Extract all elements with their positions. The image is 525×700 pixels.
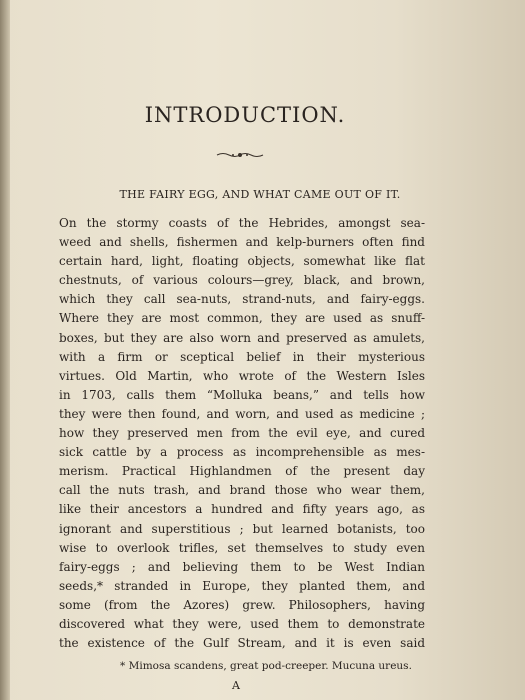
section-title: THE FAIRY EGG, AND WHAT CAME OUT OF IT. <box>119 188 401 201</box>
body-line: how they preserved men from the evil eye, and cured <box>59 426 425 441</box>
body-line: which they call sea-nuts, strand-nuts, and fairy-eggs. <box>59 292 425 307</box>
page-heading: INTRODUCTION. <box>144 103 346 127</box>
body-line: ignorant and superstitious ; but learned botanists, too <box>59 521 425 536</box>
ornament-flourish-icon <box>215 150 265 160</box>
body-line: chestnuts, of various colours—grey, black, and brown, <box>59 273 425 288</box>
body-line: weed and shells, fishermen and kelp-burners often find <box>59 235 425 250</box>
body-line: merism. Practical Highlandmen of the present day <box>59 464 425 479</box>
signature-mark: A <box>232 679 240 692</box>
body-line: with a firm or sceptical belief in their mysterious <box>59 349 425 364</box>
body-line: fairy-eggs ; and believing them to be West Indian <box>59 559 425 574</box>
body-line: sick cattle by a process as incomprehensible as mes- <box>59 445 425 460</box>
body-line: virtues. Old Martin, who wrote of the Western Isles <box>59 368 425 383</box>
body-line: wise to overlook trifles, set themselves to study even <box>59 540 425 555</box>
body-line: discovered what they were, used them to demonstrate <box>59 616 425 631</box>
body-line: the existence of the Gulf Stream, and it is even said <box>59 636 425 651</box>
body-line: Where they are most common, they are used as snuff- <box>59 311 425 326</box>
body-line: call the nuts trash, and brand those who wear them, <box>59 483 425 498</box>
body-line: boxes, but they are also worn and preserved as amulets, <box>59 330 425 345</box>
body-line: On the stormy coasts of the Hebrides, amongst sea- <box>59 216 425 230</box>
body-line: seeds,* stranded in Europe, they planted them, and <box>59 578 425 593</box>
body-line: like their ancestors a hundred and fifty years ago, as <box>59 502 425 517</box>
body-line: some (from the Azores) grew. Philosophers, having <box>59 597 425 612</box>
footnote: * Mimosa scandens, great pod-creeper. Mucuna ureus. <box>120 660 412 672</box>
body-text <box>59 214 425 653</box>
body-line: they were then found, and worn, and used as medicine ; <box>59 406 425 421</box>
body-line: certain hard, light, floating objects, somewhat like flat <box>59 254 425 269</box>
body-line: in 1703, calls them “Molluka beans,” and tells how <box>59 387 425 402</box>
